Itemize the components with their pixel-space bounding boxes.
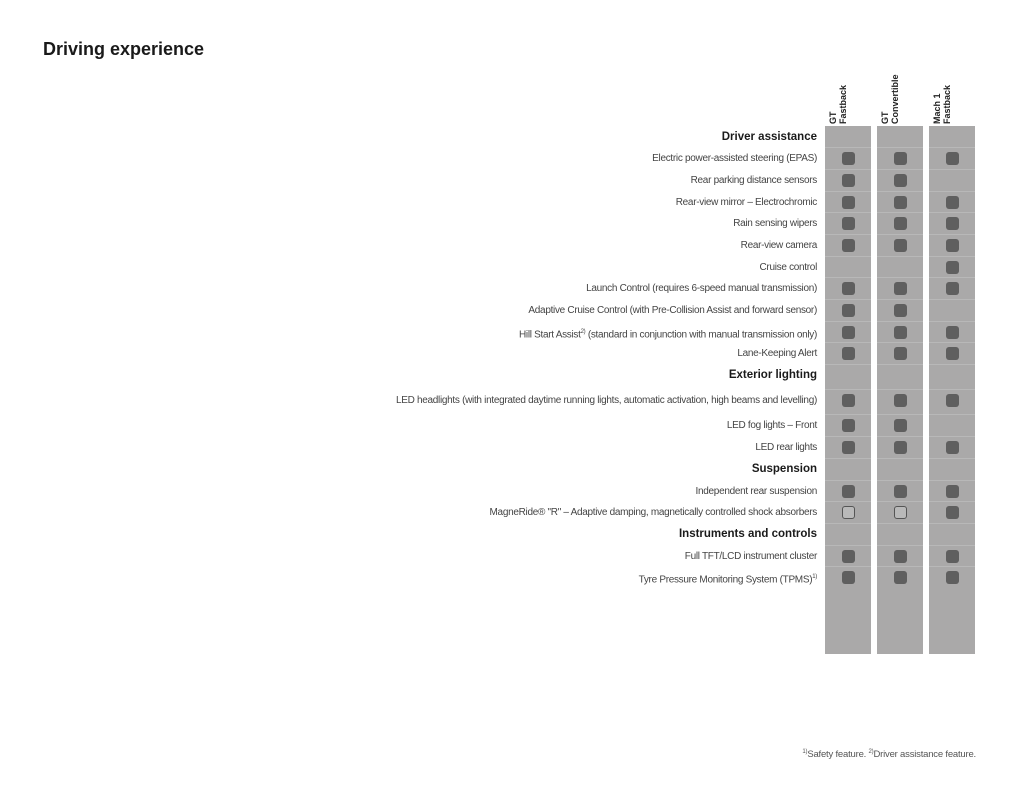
- feature-label: [490, 502, 817, 523]
- feature-row: [0, 192, 1020, 213]
- feature-label: [652, 148, 817, 169]
- feature-row: [0, 546, 1020, 567]
- filled-square-icon: [894, 217, 907, 230]
- feature-row: [0, 322, 1020, 343]
- filled-square-icon: [842, 419, 855, 432]
- row-separator: [825, 501, 871, 502]
- row-separator: [929, 389, 975, 390]
- row-label-text: LED rear lights: [755, 442, 817, 453]
- feature-row: [0, 415, 1020, 436]
- row-label-text: MagneRide® "R" – Adaptive damping, magnetically controlled shock absorbers: [489, 507, 817, 518]
- filled-square-icon: [946, 239, 959, 252]
- filled-square-icon: [894, 326, 907, 339]
- filled-square-icon: [946, 261, 959, 274]
- category-row: [0, 365, 1020, 386]
- feature-label: [696, 481, 817, 502]
- row-separator: [825, 566, 871, 567]
- row-label-text: Rear-view camera: [740, 240, 817, 251]
- row-separator: [929, 458, 975, 459]
- row-label-text: Electric power-assisted steering (EPAS): [652, 153, 817, 164]
- row-separator: [825, 277, 871, 278]
- column-header: [877, 62, 923, 124]
- row-separator: [825, 480, 871, 481]
- footnote-text-1: Safety feature.: [807, 749, 869, 761]
- row-separator: [825, 169, 871, 170]
- row-separator: [825, 234, 871, 235]
- row-separator: [877, 501, 923, 502]
- row-label-text: Driver assistance: [721, 131, 817, 143]
- row-label-text: Launch Control (requires 6-speed manual transmission): [586, 283, 817, 294]
- feature-row: [0, 148, 1020, 169]
- filled-square-icon: [842, 550, 855, 563]
- row-separator: [825, 458, 871, 459]
- feature-row: [0, 567, 1020, 588]
- row-separator: [929, 501, 975, 502]
- row-label-text: Lane-Keeping Alert: [737, 348, 817, 359]
- feature-label: [586, 278, 817, 299]
- feature-label: [676, 192, 817, 213]
- feature-row: [0, 343, 1020, 364]
- column-header-line2: Fastback: [942, 84, 952, 124]
- row-separator: [929, 234, 975, 235]
- column-header-line1: Mach 1: [932, 93, 942, 124]
- row-separator: [877, 364, 923, 365]
- row-separator: [877, 414, 923, 415]
- row-separator: [877, 299, 923, 300]
- footnote-ref: 2): [580, 329, 586, 335]
- row-separator: [877, 389, 923, 390]
- filled-square-icon: [946, 217, 959, 230]
- filled-square-icon: [894, 196, 907, 209]
- category-heading: [722, 127, 817, 148]
- row-separator: [877, 321, 923, 322]
- filled-square-icon: [894, 304, 907, 317]
- row-label-text: Adaptive Cruise Control (with Pre-Collision Assist and forward sensor): [528, 305, 817, 316]
- filled-square-icon: [946, 394, 959, 407]
- row-separator: [825, 191, 871, 192]
- feature-row: [0, 437, 1020, 458]
- row-separator: [877, 480, 923, 481]
- filled-square-icon: [946, 550, 959, 563]
- feature-row: [0, 235, 1020, 256]
- category-row: [0, 524, 1020, 545]
- outlined-square-icon: [842, 506, 855, 519]
- row-separator: [877, 436, 923, 437]
- row-separator: [825, 147, 871, 148]
- row-separator: [877, 277, 923, 278]
- row-separator: [825, 256, 871, 257]
- filled-square-icon: [842, 485, 855, 498]
- category-heading: [729, 365, 817, 386]
- feature-row: [0, 481, 1020, 502]
- filled-square-icon: [842, 282, 855, 295]
- feature-label: [741, 235, 817, 256]
- filled-square-icon: [946, 326, 959, 339]
- footnote-sup-2: 2): [868, 749, 874, 755]
- filled-square-icon: [894, 571, 907, 584]
- feature-label: [639, 567, 817, 588]
- row-separator: [929, 523, 975, 524]
- feature-label: [685, 546, 817, 567]
- filled-square-icon: [842, 217, 855, 230]
- filled-square-icon: [894, 441, 907, 454]
- column-header-line2: Convertible: [890, 74, 900, 124]
- feature-label: [755, 437, 817, 458]
- row-separator: [877, 458, 923, 459]
- row-separator: [825, 342, 871, 343]
- filled-square-icon: [894, 485, 907, 498]
- filled-square-icon: [894, 419, 907, 432]
- filled-square-icon: [842, 239, 855, 252]
- row-separator: [877, 342, 923, 343]
- row-label-suffix: (standard in conjunction with manual transmission only): [585, 329, 817, 341]
- row-separator: [929, 191, 975, 192]
- footnote-text-2: Driver assistance feature.: [873, 749, 976, 761]
- row-separator: [929, 566, 975, 567]
- column-header: [929, 62, 975, 124]
- row-separator: [929, 480, 975, 481]
- filled-square-icon: [842, 304, 855, 317]
- filled-square-icon: [894, 174, 907, 187]
- feature-label: [691, 170, 817, 191]
- row-separator: [877, 191, 923, 192]
- filled-square-icon: [894, 152, 907, 165]
- filled-square-icon: [894, 347, 907, 360]
- feature-label: [528, 300, 817, 321]
- row-separator: [929, 299, 975, 300]
- filled-square-icon: [842, 441, 855, 454]
- row-label-text: Instruments and controls: [678, 528, 817, 540]
- row-separator: [929, 256, 975, 257]
- row-label-text: Rain sensing wipers: [733, 218, 817, 229]
- feature-label: [396, 390, 817, 411]
- row-separator: [929, 414, 975, 415]
- row-separator: [877, 523, 923, 524]
- feature-row: [0, 170, 1020, 191]
- row-separator: [877, 147, 923, 148]
- filled-square-icon: [842, 571, 855, 584]
- feature-label: [519, 322, 817, 343]
- filled-square-icon: [842, 174, 855, 187]
- row-label-text: Independent rear suspension: [695, 486, 817, 497]
- feature-row: [0, 390, 1020, 411]
- feature-row: [0, 213, 1020, 234]
- row-separator: [825, 389, 871, 390]
- row-separator: [825, 364, 871, 365]
- row-separator: [877, 566, 923, 567]
- row-label-text: LED headlights (with integrated daytime running lights, automatic activation, high beams and levelling): [395, 395, 817, 406]
- feature-label: [737, 343, 817, 364]
- footnote: [802, 749, 976, 760]
- column-header-line1: GT: [880, 111, 890, 124]
- filled-square-icon: [842, 326, 855, 339]
- row-separator: [825, 545, 871, 546]
- row-separator: [929, 212, 975, 213]
- filled-square-icon: [946, 282, 959, 295]
- row-separator: [929, 436, 975, 437]
- row-separator: [825, 299, 871, 300]
- feature-label: [760, 257, 818, 278]
- filled-square-icon: [842, 152, 855, 165]
- category-row: [0, 127, 1020, 148]
- filled-square-icon: [946, 506, 959, 519]
- filled-square-icon: [946, 441, 959, 454]
- row-separator: [877, 256, 923, 257]
- feature-row: [0, 278, 1020, 299]
- row-separator: [825, 414, 871, 415]
- category-row: [0, 459, 1020, 480]
- feature-label: [727, 415, 817, 436]
- filled-square-icon: [842, 347, 855, 360]
- filled-square-icon: [894, 394, 907, 407]
- filled-square-icon: [946, 347, 959, 360]
- row-separator: [877, 212, 923, 213]
- filled-square-icon: [894, 550, 907, 563]
- row-label-text: Cruise control: [759, 262, 817, 273]
- row-separator: [877, 169, 923, 170]
- filled-square-icon: [946, 571, 959, 584]
- filled-square-icon: [946, 485, 959, 498]
- column-header-line2: Fastback: [838, 84, 848, 124]
- row-separator: [929, 364, 975, 365]
- outlined-square-icon: [894, 506, 907, 519]
- filled-square-icon: [842, 196, 855, 209]
- footnote-ref: 1): [812, 574, 817, 580]
- category-heading: [679, 524, 817, 545]
- filled-square-icon: [946, 152, 959, 165]
- row-separator: [825, 436, 871, 437]
- row-separator: [877, 234, 923, 235]
- row-separator: [877, 545, 923, 546]
- footnote-sup-1: 1): [802, 749, 808, 755]
- row-separator: [929, 147, 975, 148]
- filled-square-icon: [842, 394, 855, 407]
- feature-row: [0, 502, 1020, 523]
- category-heading: [752, 459, 817, 480]
- column-header: [825, 62, 871, 124]
- row-separator: [929, 321, 975, 322]
- row-separator: [929, 169, 975, 170]
- row-label-text: LED fog lights – Front: [726, 420, 817, 431]
- row-separator: [929, 342, 975, 343]
- row-label-text: Full TFT/LCD instrument cluster: [684, 551, 817, 562]
- filled-square-icon: [946, 196, 959, 209]
- column-header-line1: GT: [828, 111, 838, 124]
- row-separator: [825, 212, 871, 213]
- row-separator: [929, 277, 975, 278]
- page-title: Driving experience: [43, 39, 205, 59]
- row-separator: [825, 523, 871, 524]
- row-label-text: Suspension: [751, 463, 817, 475]
- filled-square-icon: [894, 239, 907, 252]
- feature-row: [0, 300, 1020, 321]
- row-label-text: Rear parking distance sensors: [690, 175, 817, 186]
- row-separator: [825, 321, 871, 322]
- row-separator: [929, 545, 975, 546]
- filled-square-icon: [894, 282, 907, 295]
- row-label-text: Exterior lighting: [728, 369, 817, 381]
- feature-label: [733, 213, 817, 234]
- row-label-text: Hill Start Assist: [519, 329, 581, 341]
- row-label-text: Tyre Pressure Monitoring System (TPMS): [638, 574, 813, 586]
- feature-row: [0, 257, 1020, 278]
- row-label-text: Rear-view mirror – Electrochromic: [675, 197, 817, 208]
